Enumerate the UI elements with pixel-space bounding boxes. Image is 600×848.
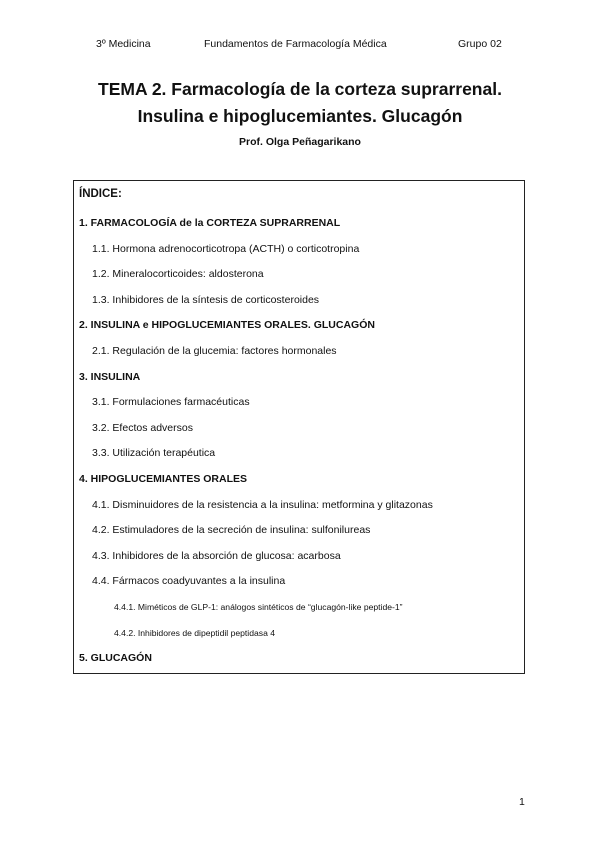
- toc-list: [74, 216, 524, 677]
- toc-heading: ÍNDICE:: [79, 188, 122, 200]
- toc-item: 3.3. Utilización terapéutica: [92, 447, 216, 460]
- toc-item: 4.4. Fármacos coadyuvantes a la insulina: [92, 575, 286, 588]
- table-of-contents: [73, 180, 525, 674]
- document-title: [40, 76, 560, 130]
- author-line: Prof. Olga Peñagarikano: [239, 136, 361, 148]
- title-line-2: Insulina e hipoglucemiantes. Glucagón: [137, 106, 463, 126]
- page-number: 1: [519, 796, 525, 808]
- header-course: 3º Medicina: [96, 38, 151, 50]
- toc-item: 4.4.2. Inhibidores de dipeptidil peptidasa 4: [114, 627, 276, 638]
- toc-item: 4.4.1. Miméticos de GLP-1: análogos sintéticos de “glucagón-like peptide-1”: [114, 601, 403, 612]
- header-group: Grupo 02: [458, 38, 502, 50]
- header-subject: Fundamentos de Farmacología Médica: [204, 38, 387, 50]
- toc-item: 1. FARMACOLOGÍA de la CORTEZA SUPRARRENAL: [79, 217, 341, 229]
- toc-item: 2. INSULINA e HIPOGLUCEMIANTES ORALES. GLUCAGÓN: [79, 319, 375, 332]
- toc-item: 2.1. Regulación de la glucemia: factores hormonales: [92, 344, 337, 357]
- toc-item: 4.3. Inhibidores de la absorción de glucosa: acarbosa: [92, 549, 341, 562]
- toc-item: 4.1. Disminuidores de la resistencia a la insulina: metformina y glitazonas: [92, 498, 433, 511]
- toc-item: 1.2. Mineralocorticoides: aldosterona: [92, 268, 264, 281]
- toc-item: 1.1. Hormona adrenocorticotropa (ACTH) o corticotropina: [92, 242, 360, 255]
- toc-item: 3. INSULINA: [79, 370, 141, 383]
- toc-item: 3.2. Efectos adversos: [92, 421, 193, 434]
- toc-item: 4. HIPOGLUCEMIANTES ORALES: [79, 472, 248, 485]
- title-line-1: TEMA 2. Farmacología de la corteza suprarrenal.: [98, 79, 502, 99]
- toc-item: 4.2. Estimuladores de la secreción de insulina: sulfonilureas: [92, 524, 371, 537]
- toc-item: 1.3. Inhibidores de la síntesis de corticosteroides: [92, 293, 320, 306]
- toc-item: 5. GLUCAGÓN: [79, 652, 152, 665]
- toc-item: 3.1. Formulaciones farmacéuticas: [92, 396, 250, 409]
- page-header: [0, 38, 600, 52]
